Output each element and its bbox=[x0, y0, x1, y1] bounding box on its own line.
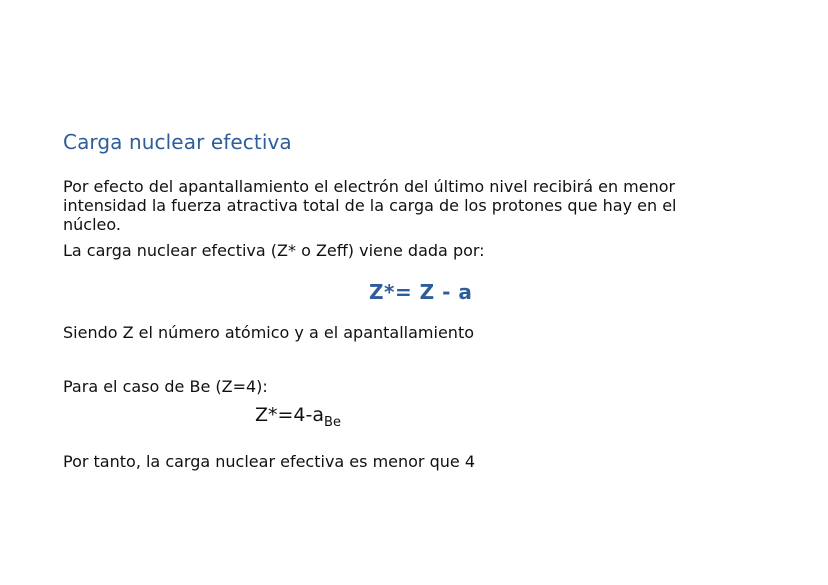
section-title: Carga nuclear efectiva bbox=[63, 130, 292, 154]
beryllium-formula-base: Z*=4-a bbox=[255, 404, 325, 426]
main-formula: Z*= Z - a bbox=[369, 280, 473, 304]
definition-text: La carga nuclear efectiva (Z* o Zeff) viene dada por: bbox=[63, 241, 485, 260]
conclusion-text: Por tanto, la carga nuclear efectiva es menor que 4 bbox=[63, 452, 475, 471]
beryllium-case-text: Para el caso de Be (Z=4): bbox=[63, 377, 268, 396]
explanation-text: Siendo Z el número atómico y a el apantallamiento bbox=[63, 323, 474, 342]
beryllium-formula bbox=[255, 404, 341, 430]
beryllium-formula-subscript: Be bbox=[324, 415, 341, 430]
intro-paragraph: Por efecto del apantallamiento el electrón del último nivel recibirá en menor intensidad la fuerza atractiva total de la carga de los protones que hay en el núcleo. bbox=[63, 177, 677, 234]
